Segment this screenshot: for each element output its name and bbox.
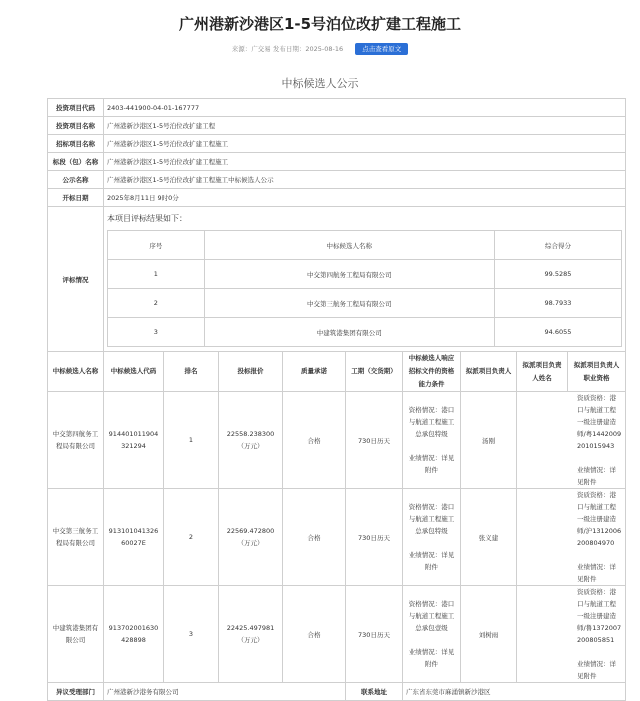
cand-header-pm-name: 拟派项目负责人姓名	[517, 352, 568, 392]
tender-project-label: 招标项目名称	[48, 135, 104, 153]
view-original-button[interactable]: 点击查看原文	[355, 43, 408, 55]
eval-header-no: 序号	[108, 231, 205, 260]
eval-row	[108, 289, 622, 318]
cand-name: 中交第三航务工程局有限公司	[48, 489, 104, 586]
cand-code: 913702001630428898	[104, 586, 164, 683]
cand-header-quality: 质量承诺	[283, 352, 346, 392]
eval-name: 中建筑港集团有限公司	[204, 318, 494, 347]
cand-header-pm-cert: 拟派项目负责人职业资格	[568, 352, 626, 392]
cand-quality: 合格	[283, 392, 346, 489]
eval-title: 本项目评标结果如下：	[107, 214, 187, 223]
cand-pm: 刘树雨	[461, 586, 517, 683]
cand-header-code: 中标候选人代码	[104, 352, 164, 392]
cand-header-price: 投标报价	[219, 352, 283, 392]
section-label: 标段（包）名称	[48, 153, 104, 171]
eval-no: 2	[108, 289, 205, 318]
cand-qual: 资格情况：港口与航道工程施工总承包特级 业绩情况：详见附件	[403, 489, 461, 586]
notice-name-label: 公示名称	[48, 171, 104, 189]
project-name-label: 投资项目名称	[48, 117, 104, 135]
notice-subtitle: 中标候选人公示	[281, 77, 359, 90]
cand-name: 中建筑港集团有限公司	[48, 586, 104, 683]
project-name-value: 广州港新沙港区1-5号泊位改扩建工程	[104, 117, 626, 135]
cand-price: 22569.472800（万元）	[219, 489, 283, 586]
cand-period: 730日历天	[346, 392, 403, 489]
eval-name: 中交第三航务工程局有限公司	[204, 289, 494, 318]
tender-project-value: 广州港新沙港区1-5号泊位改扩建工程施工	[104, 135, 626, 153]
objection-dept-label: 异议受理部门	[48, 683, 104, 701]
eval-no: 3	[108, 318, 205, 347]
meta-line	[0, 42, 640, 56]
eval-score: 99.5285	[494, 260, 621, 289]
eval-header-score: 综合得分	[494, 231, 621, 260]
page-title: 广州港新沙港区1-5号泊位改扩建工程施工	[178, 15, 462, 33]
cand-pm-cert: 资质资格：港口与航道工程一级注册建造师/鲁137200720080​5851 业绩情况：详见附件	[517, 586, 626, 683]
eval-no: 1	[108, 260, 205, 289]
cand-code: 91440101190432129​4	[104, 392, 164, 489]
contact-address-value: 广东省东莞市麻涌镇新沙港区	[403, 683, 626, 701]
eval-section	[104, 207, 626, 352]
cand-pm-cert: 资质资格：港口与航道工程一级注册建造师/粤144200920101​5943 业绩情况：详见附件	[517, 392, 626, 489]
open-date-value: 2025年8月11日 9时0分	[104, 189, 626, 207]
cand-quality: 合格	[283, 489, 346, 586]
project-code-label: 投资项目代码	[48, 99, 104, 117]
cand-qual: 资格情况：港口与航道工程施工总承包壹级 业绩情况：详见附件	[403, 586, 461, 683]
meta-text: 来源：广交易 发布日期：2025-08-16	[231, 45, 344, 53]
cand-period: 730日历天	[346, 586, 403, 683]
cand-header-pm: 拟派项目负责人	[461, 352, 517, 392]
cand-price: 22558.238300（万元）	[219, 392, 283, 489]
cand-rank: 3	[164, 586, 219, 683]
cand-pm-cert: 资质资格：港口与航道工程一级注册建造师/沪131200620080​4970 业绩情况：详见附件	[517, 489, 626, 586]
cand-rank: 2	[164, 489, 219, 586]
candidate-row	[48, 586, 626, 683]
cand-pm: 张义建	[461, 489, 517, 586]
eval-score: 98.7933	[494, 289, 621, 318]
cand-pm: 汤刚	[461, 392, 517, 489]
candidate-row	[48, 392, 626, 489]
eval-label: 评标情况	[48, 207, 104, 352]
notice-name-value: 广州港新沙港区1-5号泊位改扩建工程施工中标候选人公示	[104, 171, 626, 189]
eval-row	[108, 260, 622, 289]
cand-code: 91310104132660027E	[104, 489, 164, 586]
cand-name: 中交第四航务工程局有限公司	[48, 392, 104, 489]
cand-header-qual: 中标候选人响应招标文件的资格能力条件	[403, 352, 461, 392]
objection-dept-value: 广州港新沙港务有限公司	[104, 683, 346, 701]
notice-table	[47, 98, 626, 701]
cand-header-period: 工期（交货期）	[346, 352, 403, 392]
section-value: 广州港新沙港区1-5号泊位改扩建工程施工	[104, 153, 626, 171]
open-date-label: 开标日期	[48, 189, 104, 207]
eval-score: 94.6055	[494, 318, 621, 347]
cand-period: 730日历天	[346, 489, 403, 586]
eval-header-name: 中标候选人名称	[204, 231, 494, 260]
cand-rank: 1	[164, 392, 219, 489]
project-code-value: 2403-441900-04-01-167777	[104, 99, 626, 117]
eval-row	[108, 318, 622, 347]
candidate-row	[48, 489, 626, 586]
contact-address-label: 联系地址	[346, 683, 403, 701]
cand-price: 22425.497981（万元）	[219, 586, 283, 683]
cand-header-rank: 排名	[164, 352, 219, 392]
cand-quality: 合格	[283, 586, 346, 683]
cand-header-name: 中标候选人名称	[48, 352, 104, 392]
cand-qual: 资格情况：港口与航道工程施工总承包特级 业绩情况：详见附件	[403, 392, 461, 489]
eval-table	[107, 230, 622, 347]
eval-name: 中交第四航务工程局有限公司	[204, 260, 494, 289]
